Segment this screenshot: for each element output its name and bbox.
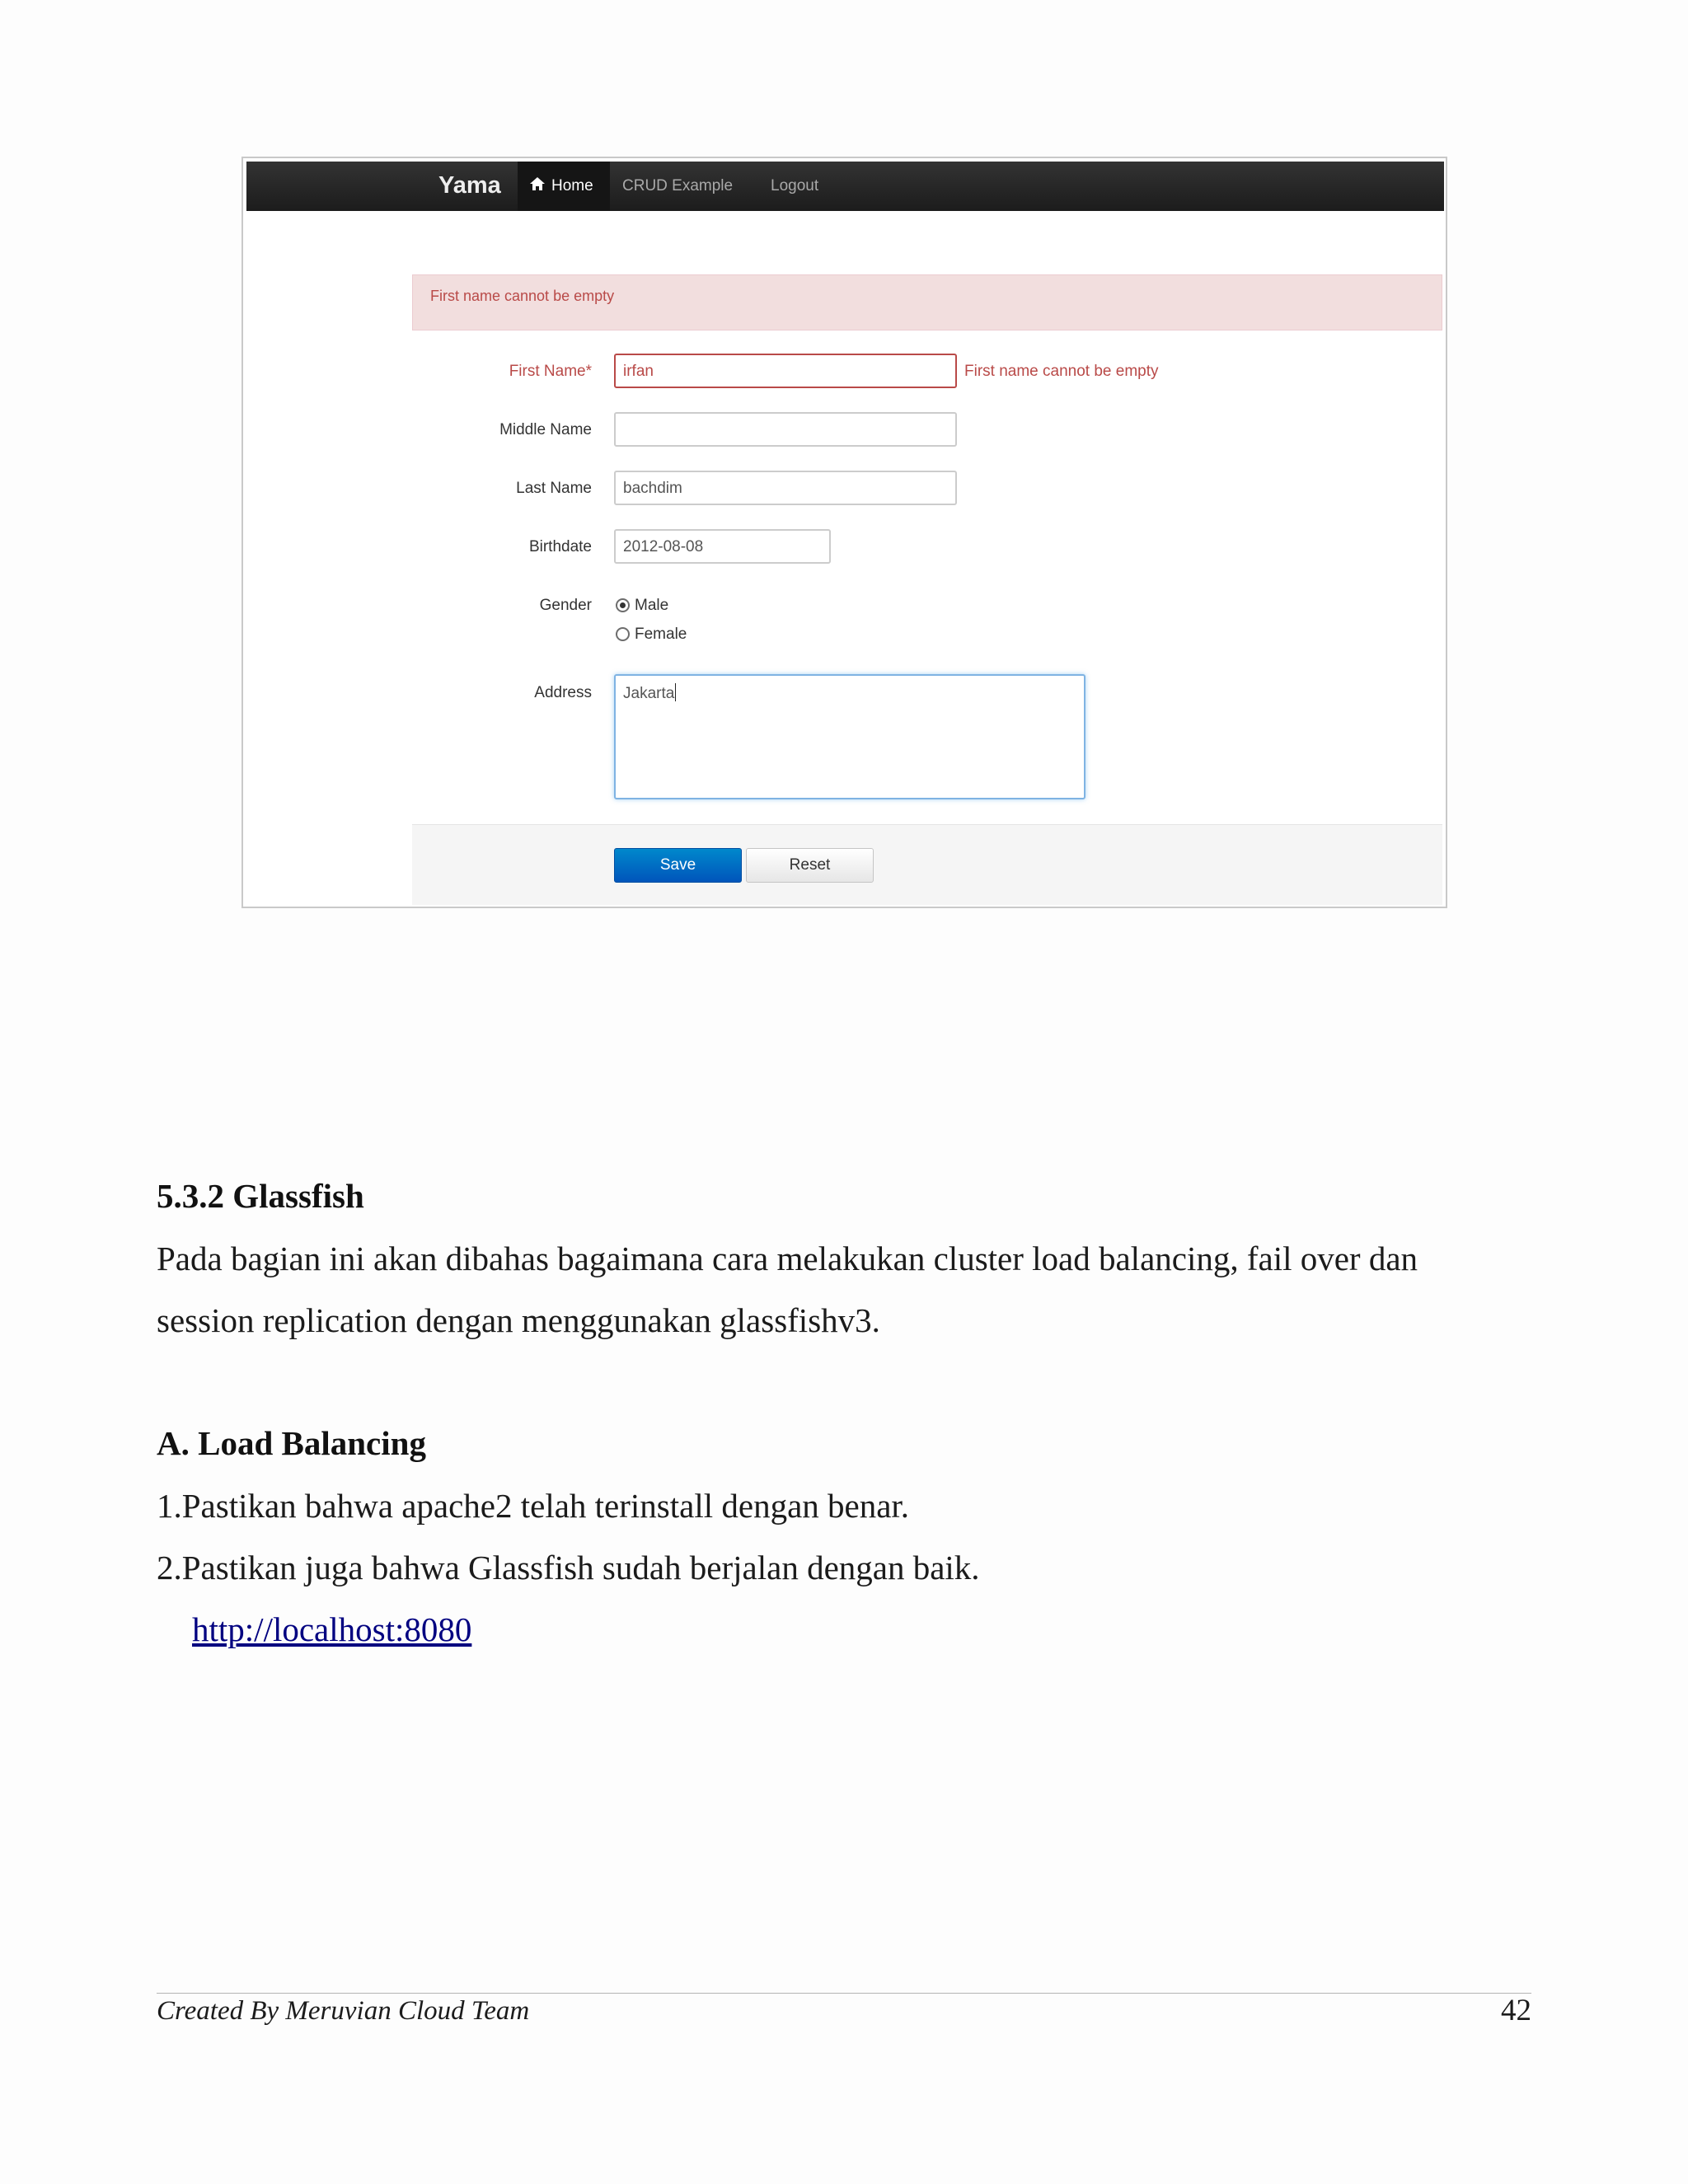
intro-line-1: Pada bagian ini akan dibahas bagaimana cara melakukan cluster load balancing, fail over dan	[157, 1240, 1418, 1277]
form-actions	[412, 824, 1442, 905]
nav-home-label: Home	[551, 177, 593, 194]
first-name-error: First name cannot be empty	[964, 363, 1159, 380]
last-name-label: Last Name	[516, 480, 592, 497]
subsection-heading: A. Load Balancing	[157, 1424, 426, 1462]
footer-credit: Created By Meruvian Cloud Team	[157, 1996, 530, 2026]
middle-name-input[interactable]	[614, 412, 957, 447]
save-button[interactable]: Save	[614, 848, 742, 883]
address-label: Address	[534, 684, 592, 701]
first-name-label: First Name*	[509, 363, 592, 380]
nav-logout[interactable]: Logout	[771, 177, 819, 194]
male-radio[interactable]	[616, 598, 630, 612]
intro-line-2: session replication dengan menggunakan glassfishv3.	[157, 1301, 880, 1339]
gender-option-male[interactable]	[616, 597, 668, 615]
section-heading: 5.3.2 Glassfish	[157, 1177, 364, 1215]
last-name-input[interactable]: bachdim	[614, 471, 957, 505]
reset-button[interactable]: Reset	[746, 848, 874, 883]
middle-name-label: Middle Name	[499, 421, 592, 438]
error-alert	[412, 274, 1442, 330]
female-radio[interactable]	[616, 627, 630, 641]
localhost-link[interactable]: http://localhost:8080	[192, 1610, 472, 1648]
page-number: 42	[1501, 1994, 1531, 2027]
navbar	[246, 162, 1444, 211]
female-label: Female	[635, 626, 687, 643]
male-label: Male	[635, 597, 669, 614]
text-caret	[675, 683, 676, 701]
step-1: 1.Pastikan bahwa apache2 telah terinstall dengan benar.	[157, 1487, 910, 1525]
gender-option-female[interactable]	[616, 626, 687, 644]
nav-crud-example[interactable]: CRUD Example	[622, 177, 734, 194]
app-screenshot	[241, 157, 1447, 908]
first-name-input[interactable]: irfan	[614, 354, 957, 388]
step-2: 2.Pastikan juga bahwa Glassfish sudah berjalan dengan baik.	[157, 1549, 980, 1586]
footer-divider	[157, 1993, 1531, 1994]
nav-home[interactable]	[518, 162, 610, 211]
birthdate-label: Birthdate	[528, 538, 592, 555]
birthdate-input[interactable]: 2012-08-08	[614, 529, 831, 564]
gender-label: Gender	[539, 597, 592, 614]
home-icon	[529, 176, 546, 192]
address-value: Jakarta	[623, 685, 675, 702]
alert-message: First name cannot be empty	[430, 288, 615, 304]
brand-logo[interactable]: Yama	[438, 172, 501, 199]
address-textarea[interactable]	[614, 674, 1085, 799]
